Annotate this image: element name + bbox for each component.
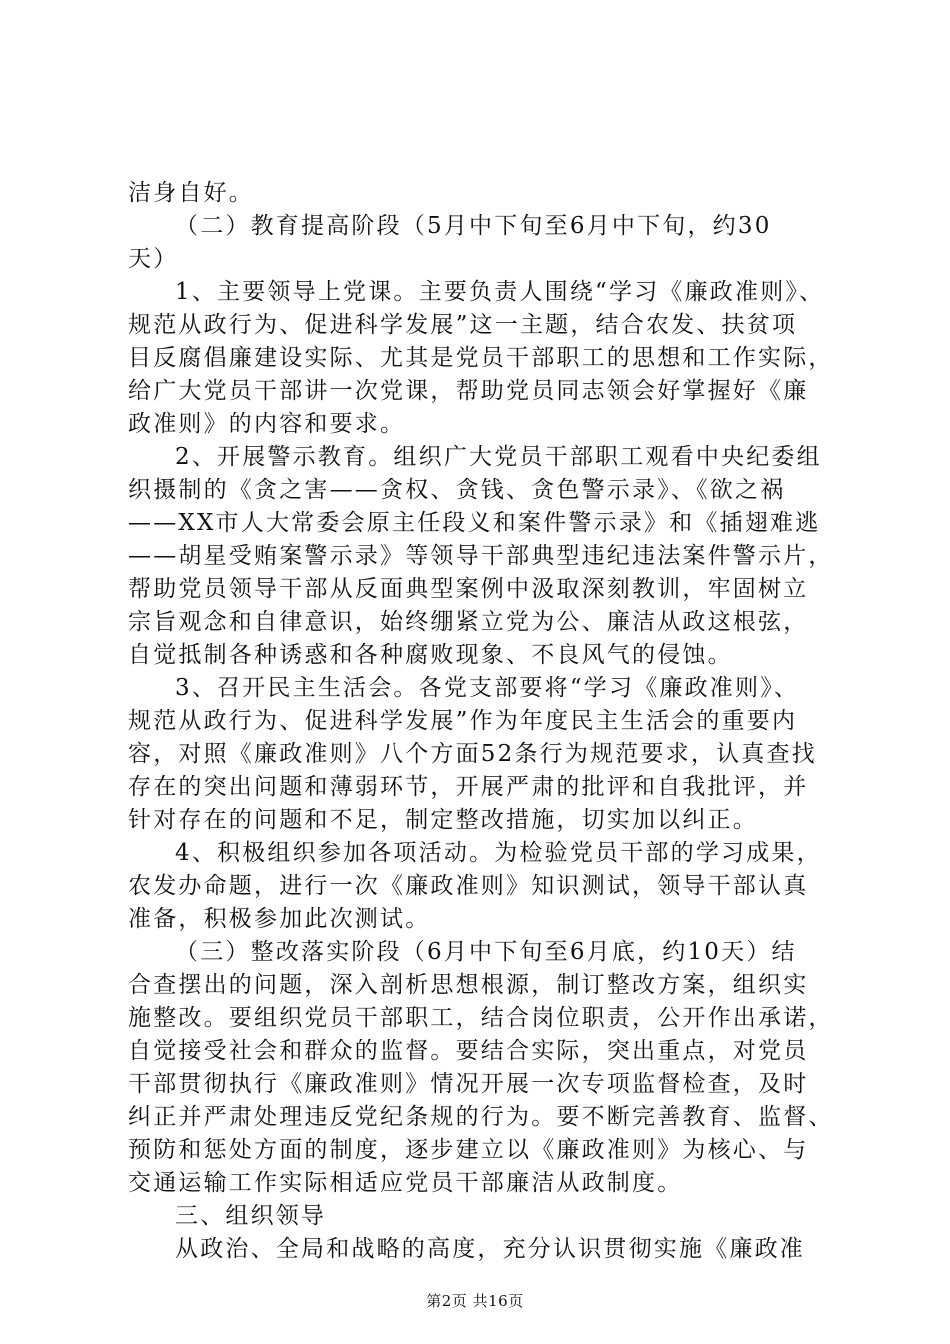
section-heading: （二）教育提高阶段（5月中下旬至6月中下旬，约30	[175, 213, 772, 239]
text-line: ——胡星受贿案警示录》等领导干部典型违纪违法案件警示片，	[128, 543, 834, 569]
text-line: 宗旨观念和自律意识，始终绷紧立党为公、廉洁从政这根弦，	[128, 609, 809, 635]
page-footer: 第2页 共16页	[426, 1292, 524, 1310]
text-line: 从政治、全局和战略的高度，充分认识贯彻实施《廉政准	[175, 1236, 805, 1262]
text-line: 帮助党员领导干部从反面典型案例中汲取深刻教训，牢固树立	[128, 576, 809, 602]
text-line: 预防和惩处方面的制度，逐步建立以《廉政准则》为核心、与	[128, 1137, 809, 1163]
text-line: 洁身自好。	[128, 180, 254, 206]
text-line: 交通运输工作实际相适应党员干部廉洁从政制度。	[128, 1170, 683, 1196]
text-line: 存在的突出问题和薄弱环节，开展严肃的批评和自我批评，并	[128, 774, 809, 800]
text-line: 规范从政行为、促进科学发展”这一主题，结合农发、扶贫项	[128, 312, 798, 338]
text-line: 干部贯彻执行《廉政准则》情况开展一次专项监督检查，及时	[128, 1071, 809, 1097]
text-line: 给广大党员干部讲一次党课，帮助党员同志领会好掌握好《廉	[128, 378, 809, 404]
section-heading: （三）整改落实阶段（6月中下旬至6月底，约10天）结	[175, 939, 797, 965]
text-line: 2、开展警示教育。组织广大党员干部职工观看中央纪委组	[175, 444, 822, 470]
text-line: 政准则》的内容和要求。	[128, 411, 406, 437]
text-line: 目反腐倡廉建设实际、尤其是党员干部职工的思想和工作实际，	[128, 345, 834, 371]
text-line: 容，对照《廉政准则》八个方面52条行为规范要求，认真查找	[128, 741, 817, 767]
text-line: 4、积极组织参加各项活动。为检验党员干部的学习成果，	[175, 840, 822, 866]
text-line: 纠正并严肃处理违反党纪条规的行为。要不断完善教育、监督、	[128, 1104, 834, 1130]
text-line: 准备，积极参加此次测试。	[128, 906, 431, 932]
section-heading: 三、组织领导	[175, 1203, 327, 1229]
text-line: 自觉接受社会和群众的监督。要结合实际，突出重点，对党员	[128, 1038, 809, 1064]
text-line: 施整改。要组织党员干部职工，结合岗位职责，公开作出承诺，	[128, 1005, 834, 1031]
text-line: 1、主要领导上党课。主要负责人围绕“学习《廉政准则》、	[175, 279, 825, 305]
text-line: 合查摆出的问题，深入剖析思想根源，制订整改方案，组织实	[128, 972, 809, 998]
text-line: 织摄制的《贪之害——贪权、贪钱、贪色警示录》、《欲之祸	[128, 477, 786, 503]
text-line: 针对存在的问题和不足，制定整改措施，切实加以纠正。	[128, 807, 758, 833]
text-line: 农发办命题，进行一次《廉政准则》知识测试，领导干部认真	[128, 873, 809, 899]
text-line: 规范从政行为、促进科学发展”作为年度民主生活会的重要内	[128, 708, 798, 734]
text-line: 自觉抵制各种诱惑和各种腐败现象、不良风气的侵蚀。	[128, 642, 733, 668]
text-line: 3、召开民主生活会。各党支部要将“学习《廉政准则》、	[175, 675, 800, 701]
text-line: ——XX市人大常委会原主任段义和案件警示录》和《插翅难逃	[128, 510, 821, 536]
text-line: 天）	[128, 246, 179, 272]
